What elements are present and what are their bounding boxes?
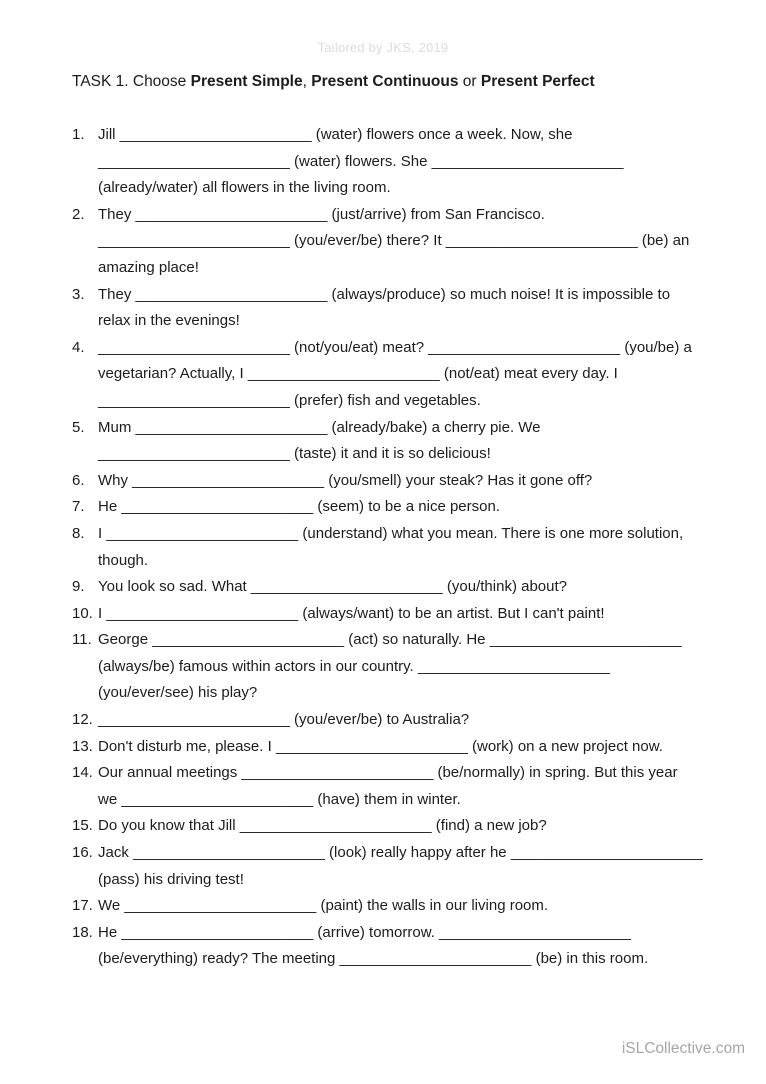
item-line bbox=[98, 840, 712, 867]
line-text: I bbox=[98, 604, 107, 622]
title-tense-name: Present Perfect bbox=[480, 73, 595, 90]
line-text: (always/want) to be an artist. But I can't paint! bbox=[298, 604, 605, 622]
answer-blank: _______________________ bbox=[119, 126, 312, 143]
exercise-item bbox=[72, 760, 712, 813]
line-text: relax in the evenings! bbox=[98, 312, 240, 330]
item-line bbox=[98, 734, 712, 761]
item-number: 14. bbox=[72, 764, 93, 782]
line-text: (just/arrive) from San Francisco. bbox=[327, 205, 545, 223]
item-number: 13. bbox=[72, 737, 93, 755]
line-text: (you/ever/see) his play? bbox=[98, 684, 258, 702]
exercise-item bbox=[72, 574, 712, 601]
line-text: (pass) his driving test! bbox=[98, 870, 244, 888]
exercise-item bbox=[72, 601, 712, 628]
answer-blank: _______________________ bbox=[489, 631, 682, 649]
item-number: 4. bbox=[72, 338, 85, 356]
item-line bbox=[98, 920, 712, 947]
answer-blank: _______________________ bbox=[510, 844, 703, 862]
line-text: (water) flowers once a week. Now, she bbox=[311, 126, 573, 143]
line-text: You look so sad. What bbox=[98, 578, 251, 596]
title-text: or bbox=[458, 73, 481, 90]
line-text: (seem) to be a nice person. bbox=[313, 498, 500, 516]
item-line bbox=[98, 468, 712, 495]
line-text: (taste) it and it is so delicious! bbox=[289, 445, 491, 463]
item-line bbox=[98, 308, 712, 335]
exercise-item bbox=[72, 202, 712, 282]
answer-blank: _______________________ bbox=[135, 418, 328, 436]
answer-blank: _______________________ bbox=[106, 524, 299, 542]
line-text: (be/normally) in spring. But this year bbox=[433, 764, 678, 782]
line-text: Jill bbox=[98, 126, 120, 143]
item-line bbox=[98, 202, 712, 229]
exercise-item bbox=[72, 521, 712, 574]
answer-blank: _______________________ bbox=[121, 498, 314, 516]
line-text: He bbox=[98, 923, 122, 941]
task-title bbox=[72, 73, 595, 91]
exercise-item bbox=[72, 282, 712, 335]
item-number: 1. bbox=[72, 126, 85, 143]
item-number: 12. bbox=[72, 711, 93, 729]
line-text: (you/smell) your steak? Has it gone off? bbox=[324, 471, 593, 489]
item-line bbox=[98, 415, 712, 442]
answer-blank: _______________________ bbox=[417, 657, 610, 675]
exercise-item bbox=[72, 707, 712, 734]
line-text: (not/eat) meat every day. I bbox=[439, 365, 618, 383]
line-text: Mum bbox=[98, 418, 136, 436]
line-text: George bbox=[98, 631, 153, 649]
item-line bbox=[98, 601, 712, 628]
line-text: (paint) the walls in our living room. bbox=[316, 897, 549, 915]
item-number: 8. bbox=[72, 524, 85, 542]
title-tense-name: Present Simple bbox=[190, 73, 303, 90]
item-line bbox=[98, 149, 712, 176]
exercise-item bbox=[72, 335, 712, 415]
answer-blank: _______________________ bbox=[339, 950, 532, 968]
item-number: 18. bbox=[72, 923, 93, 941]
answer-blank: _______________________ bbox=[98, 711, 290, 729]
answer-blank: _______________________ bbox=[98, 232, 290, 250]
answer-blank: _______________________ bbox=[431, 152, 624, 170]
answer-blank: _______________________ bbox=[106, 604, 299, 622]
line-text: (work) on a new project now. bbox=[467, 737, 663, 755]
item-number: 2. bbox=[72, 205, 85, 223]
exercise-item bbox=[72, 734, 712, 761]
exercise-item bbox=[72, 468, 712, 495]
item-line bbox=[98, 255, 712, 282]
item-line bbox=[98, 361, 712, 388]
item-line bbox=[98, 627, 712, 654]
answer-blank: _______________________ bbox=[133, 844, 325, 862]
item-line bbox=[98, 893, 712, 920]
answer-blank: _______________________ bbox=[124, 897, 317, 915]
item-line bbox=[98, 946, 712, 973]
line-text: (prefer) fish and vegetables. bbox=[289, 391, 481, 409]
line-text: (arrive) tomorrow. bbox=[313, 923, 440, 941]
answer-blank: _______________________ bbox=[132, 471, 325, 489]
answer-blank: _______________________ bbox=[98, 338, 290, 356]
line-text: I bbox=[98, 524, 107, 542]
item-number: 5. bbox=[72, 418, 85, 436]
item-line bbox=[98, 574, 712, 601]
exercise-item bbox=[72, 920, 712, 973]
line-text: (have) them in winter. bbox=[313, 790, 461, 808]
line-text: (understand) what you mean. There is one more solution, bbox=[298, 524, 684, 542]
exercise-item bbox=[72, 840, 712, 893]
answer-blank: _______________________ bbox=[98, 391, 290, 409]
line-text: Why bbox=[98, 471, 133, 489]
line-text: we bbox=[98, 790, 122, 808]
answer-blank: _______________________ bbox=[275, 737, 468, 755]
answer-blank: _______________________ bbox=[428, 338, 621, 356]
author-watermark: Tailored by JKS, 2019 bbox=[317, 40, 449, 55]
item-line bbox=[98, 707, 712, 734]
line-text: (you/think) about? bbox=[442, 578, 567, 596]
answer-blank: _______________________ bbox=[98, 445, 290, 463]
line-text: (always/produce) so much noise! It is impossible to bbox=[327, 285, 671, 303]
item-line bbox=[98, 175, 712, 202]
line-text: They bbox=[98, 205, 136, 223]
item-line bbox=[98, 548, 712, 575]
exercise-item bbox=[72, 893, 712, 920]
title-text: TASK 1. Choose bbox=[72, 73, 191, 90]
exercise-item bbox=[72, 813, 712, 840]
answer-blank: _______________________ bbox=[121, 790, 314, 808]
line-text: (always/be) famous within actors in our country. bbox=[98, 657, 418, 675]
line-text: (look) really happy after he bbox=[324, 844, 511, 862]
line-text: We bbox=[98, 897, 125, 915]
islcollective-watermark: iSLCollective.com bbox=[621, 1040, 745, 1057]
line-text: (be/everything) ready? The meeting bbox=[98, 950, 340, 968]
exercise-item bbox=[72, 494, 712, 521]
item-line bbox=[98, 388, 712, 415]
line-text: (water) flowers. She bbox=[289, 152, 432, 170]
exercise-item bbox=[72, 627, 712, 707]
item-number: 7. bbox=[72, 498, 85, 516]
line-text: Our annual meetings bbox=[98, 764, 242, 782]
item-line bbox=[98, 441, 712, 468]
item-number: 17. bbox=[72, 897, 93, 915]
answer-blank: _______________________ bbox=[439, 923, 631, 941]
line-text: They bbox=[98, 285, 136, 303]
item-line bbox=[98, 282, 712, 309]
line-text: (not/you/eat) meat? bbox=[289, 338, 429, 356]
item-line bbox=[98, 494, 712, 521]
answer-blank: _______________________ bbox=[239, 817, 432, 835]
answer-blank: _______________________ bbox=[98, 152, 290, 170]
answer-blank: _______________________ bbox=[135, 205, 328, 223]
line-text: Don't disturb me, please. I bbox=[98, 737, 276, 755]
line-text: though. bbox=[98, 551, 149, 569]
exercise-list bbox=[72, 122, 712, 973]
answer-blank: _______________________ bbox=[250, 578, 443, 596]
line-text: (already/water) all flowers in the living room. bbox=[98, 179, 391, 197]
line-text: (you/ever/be) to Australia? bbox=[289, 711, 470, 729]
item-line bbox=[98, 335, 712, 362]
item-number: 16. bbox=[72, 844, 93, 862]
item-line bbox=[98, 813, 712, 840]
line-text: amazing place! bbox=[98, 258, 199, 276]
answer-blank: _______________________ bbox=[247, 365, 440, 383]
answer-blank: _______________________ bbox=[135, 285, 328, 303]
line-text: (you/ever/be) there? It bbox=[289, 232, 446, 250]
item-number: 15. bbox=[72, 817, 93, 835]
item-number: 3. bbox=[72, 285, 85, 303]
exercise-item bbox=[72, 415, 712, 468]
line-text: vegetarian? Actually, I bbox=[98, 365, 248, 383]
item-number: 6. bbox=[72, 471, 85, 489]
item-line bbox=[98, 521, 712, 548]
line-text: (find) a new job? bbox=[431, 817, 547, 835]
line-text: (already/bake) a cherry pie. We bbox=[327, 418, 541, 436]
line-text: (be) an bbox=[637, 232, 690, 250]
answer-blank: _______________________ bbox=[121, 923, 314, 941]
item-number: 11. bbox=[72, 631, 92, 649]
line-text: Do you know that Jill bbox=[98, 817, 240, 835]
title-text: , bbox=[302, 73, 312, 90]
line-text: He bbox=[98, 498, 122, 516]
item-line bbox=[98, 787, 712, 814]
answer-blank: _______________________ bbox=[445, 232, 638, 250]
title-tense-name: Present Continuous bbox=[311, 73, 459, 90]
line-text: (be) in this room. bbox=[531, 950, 649, 968]
item-line bbox=[98, 867, 712, 894]
item-line bbox=[98, 654, 712, 681]
answer-blank: _______________________ bbox=[152, 631, 345, 649]
item-number: 10. bbox=[72, 604, 93, 622]
item-number: 9. bbox=[72, 578, 85, 596]
line-text: Jack bbox=[98, 844, 134, 862]
item-line bbox=[98, 760, 712, 787]
item-line bbox=[98, 228, 712, 255]
answer-blank: _______________________ bbox=[241, 764, 434, 782]
line-text: (you/be) a bbox=[620, 338, 692, 356]
item-line bbox=[98, 680, 712, 707]
exercise-item bbox=[72, 122, 712, 202]
item-line bbox=[98, 122, 712, 149]
line-text: (act) so naturally. He bbox=[344, 631, 490, 649]
